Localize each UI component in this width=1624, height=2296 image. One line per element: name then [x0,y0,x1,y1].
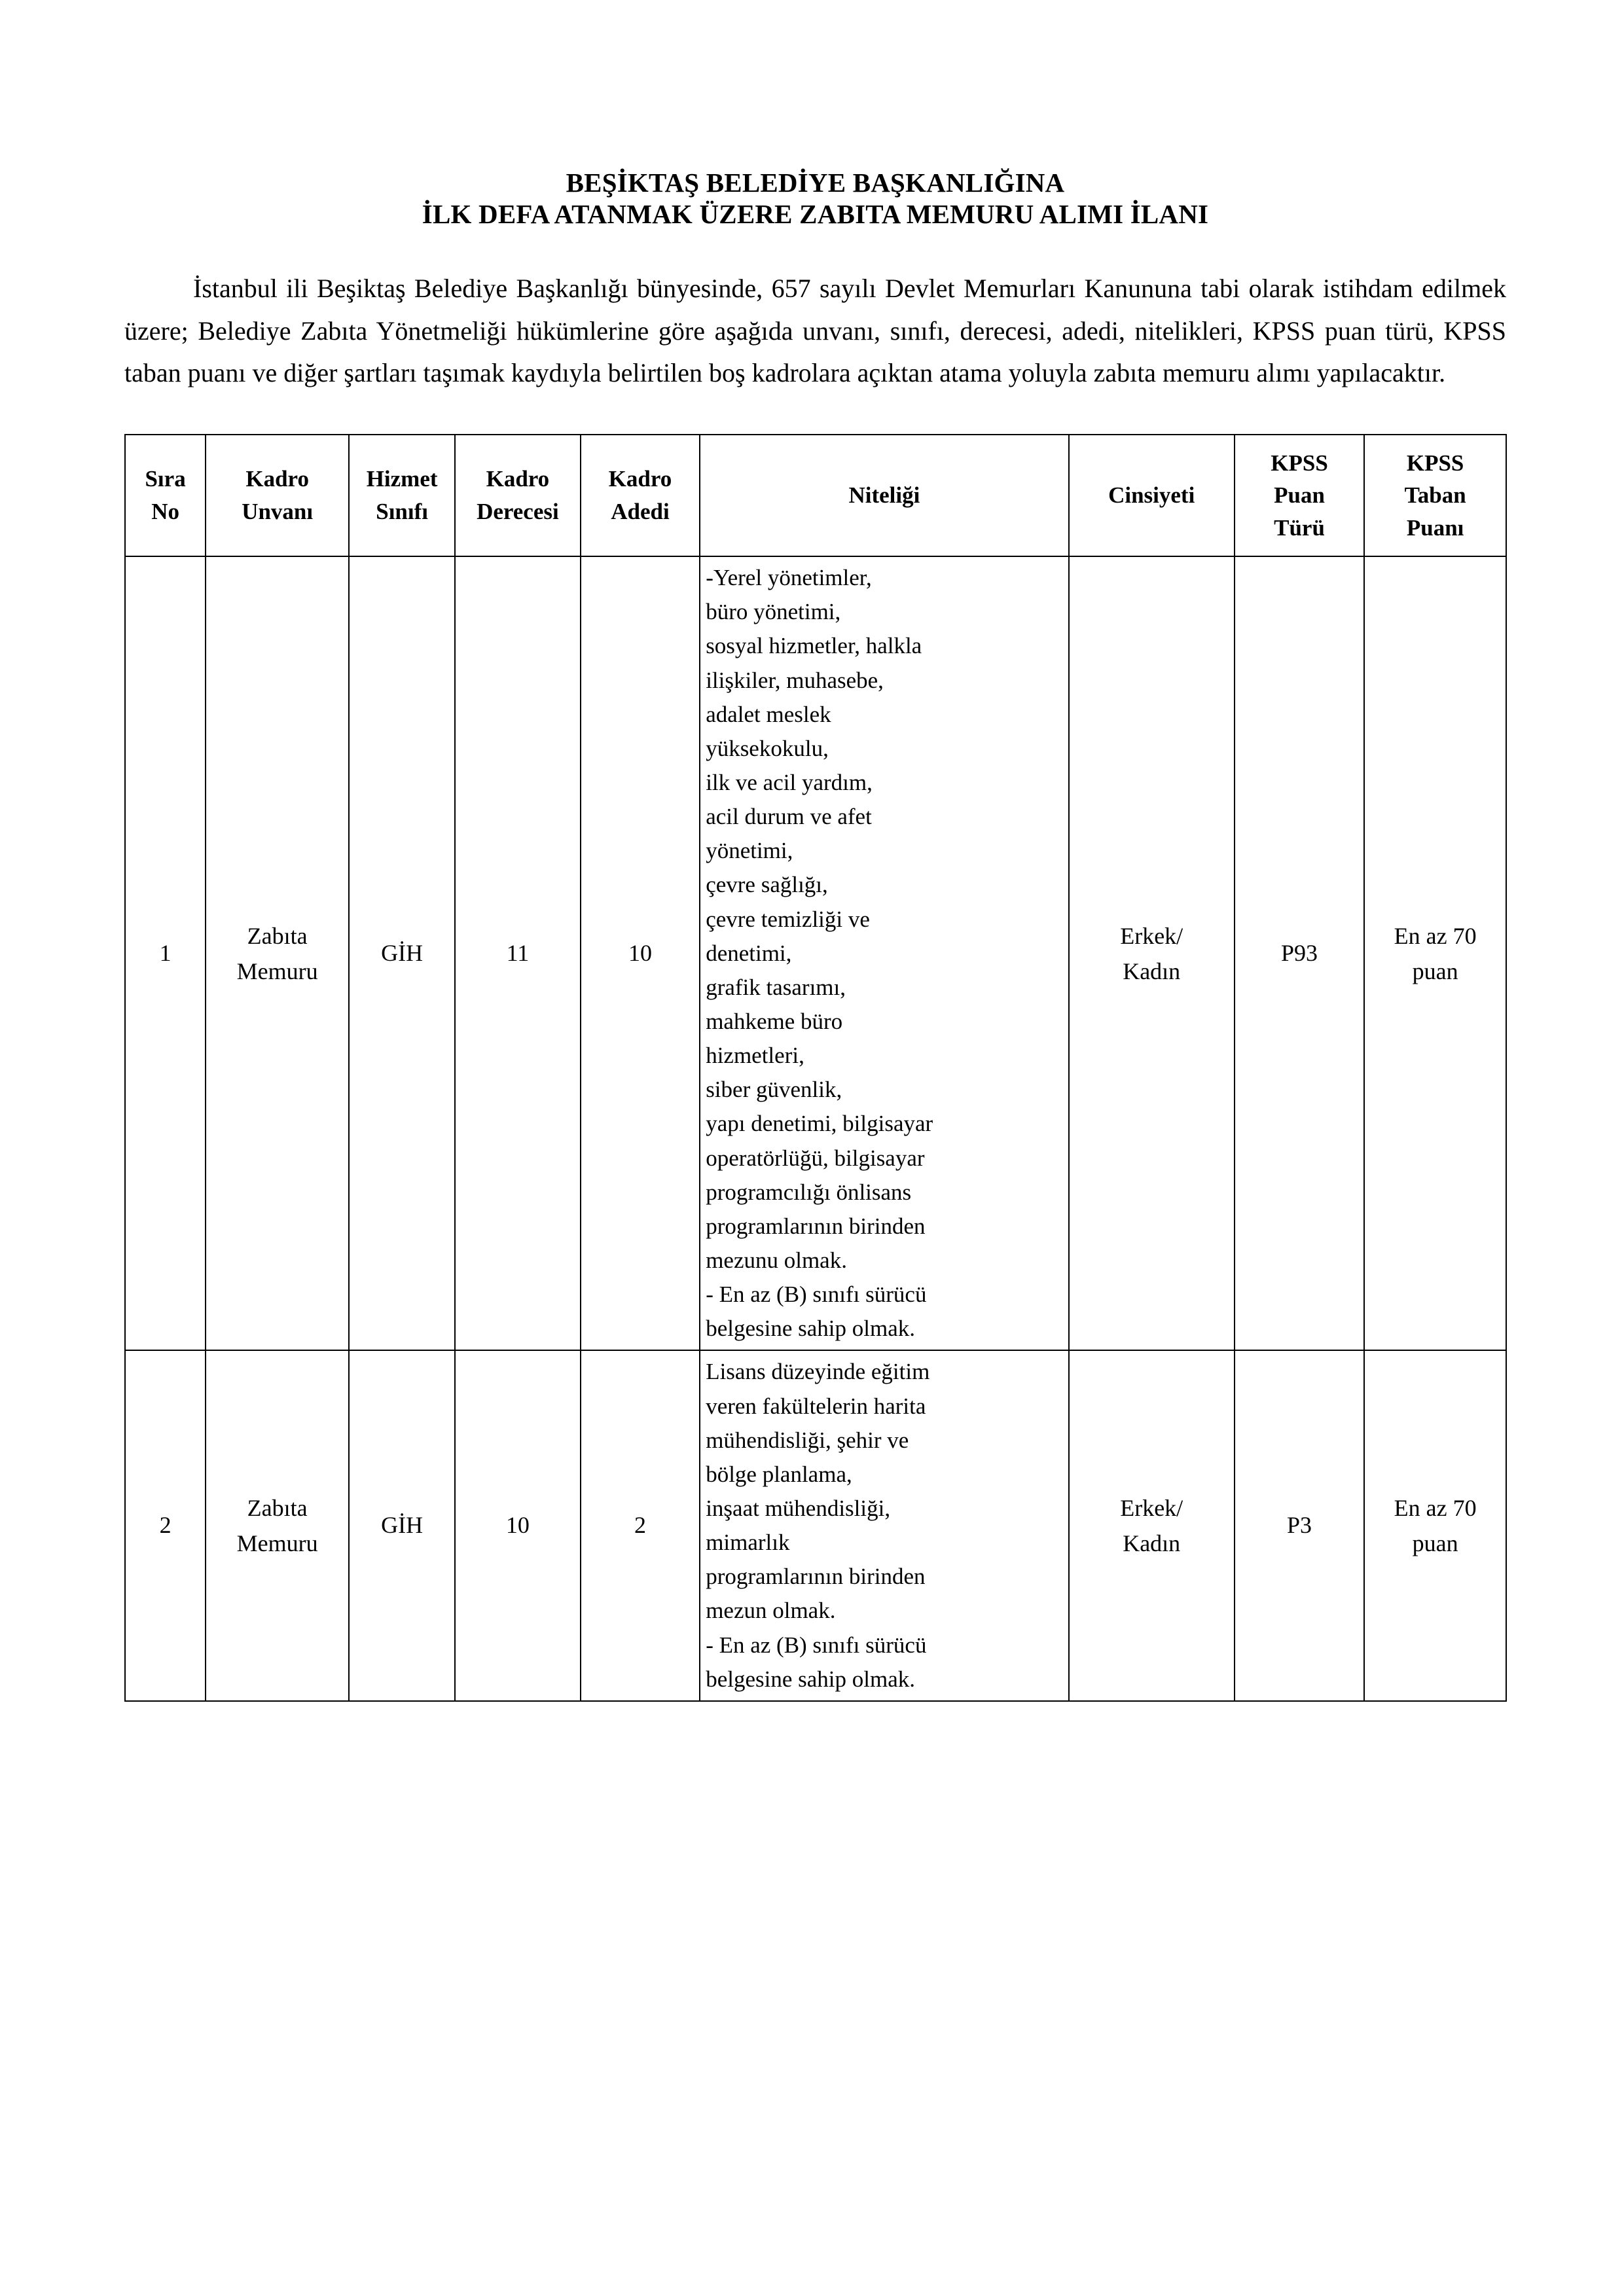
nitelik-line: operatörlüğü, bilgisayar [706,1145,925,1171]
cell-kadro-adedi: 10 [581,556,700,1350]
cell-line-1: Erkek/ [1120,1495,1183,1522]
header-line-1: Kadro [608,466,672,492]
nitelik-line: mahkeme büro [706,1008,843,1034]
nitelik-line: mühendisliği, şehir ve [706,1427,909,1453]
cell-niteligi [700,556,1068,1350]
table-row [125,1350,1506,1700]
cell-kadro-unvani [206,556,349,1350]
cell-hizmet-sinifi: GİH [349,1350,455,1700]
nitelik-line: mimarlık [706,1530,790,1556]
nitelik-line: çevre temizliği ve [706,906,870,932]
header-line-2: Adedi [611,499,670,525]
nitelik-line: Lisans düzeyinde eğitim [706,1359,930,1385]
kadro-table-wrapper [124,434,1506,1702]
nitelik-line: programlarının birinden [706,1213,926,1239]
cell-kadro-unvani [206,1350,349,1700]
nitelik-line: yüksekokulu, [706,735,829,761]
cell-niteligi [700,1350,1068,1700]
cell-line-1: Zabıta [247,922,308,949]
header-line-2: Taban [1404,482,1466,509]
nitelik-line: mezun olmak. [706,1598,836,1624]
header-line-2: No [151,499,179,525]
cell-kpss-taban-puani [1364,556,1506,1350]
column-header-kadro-unvani [206,435,349,556]
nitelik-line: acil durum ve afet [706,804,872,830]
nitelik-line: inşaat mühendisliği, [706,1495,891,1521]
column-header-cinsiyeti [1069,435,1235,556]
header-line-2: Derecesi [477,499,559,525]
nitelik-line: adalet meslek [706,701,831,727]
cell-sira-no: 1 [125,556,206,1350]
column-header-kadro-adedi [581,435,700,556]
nitelik-line: bölge planlama, [706,1461,852,1487]
cell-kpss-puan-turu: P3 [1235,1350,1364,1700]
cell-sira-no: 2 [125,1350,206,1700]
title-line-1: BEŞİKTAŞ BELEDİYE BAŞKANLIĞINA [566,168,1065,198]
table-row [125,556,1506,1350]
header-line-1: Hizmet [366,466,438,492]
cell-line-1: En az 70 [1394,1495,1477,1522]
nitelik-line: siber güvenlik, [706,1077,842,1103]
nitelik-line: belgesine sahip olmak. [706,1666,915,1692]
page-title [124,167,1506,230]
nitelik-line: ilk ve acil yardım, [706,769,873,795]
cell-hizmet-sinifi: GİH [349,556,455,1350]
header-line-1: Kadro [245,466,309,492]
header-line-1: Niteliği [848,482,920,509]
cell-cinsiyeti [1069,556,1235,1350]
header-line-1: KPSS [1406,450,1464,476]
header-line-2: Unvanı [242,499,314,525]
nitelik-line: programlarının birinden [706,1564,926,1590]
cell-cinsiyeti [1069,1350,1235,1700]
cell-line-1: Erkek/ [1120,922,1183,949]
table-body [125,556,1506,1701]
nitelik-line: programcılığı önlisans [706,1179,912,1205]
cell-kpss-taban-puani [1364,1350,1506,1700]
header-line-3: Puanı [1406,514,1464,541]
column-header-sira-no [125,435,206,556]
cell-line-2: puan [1412,958,1458,984]
table-header-row [125,435,1506,556]
header-line-3: Türü [1274,514,1325,541]
nitelik-line: yapı denetimi, bilgisayar [706,1111,933,1137]
title-line-2: İLK DEFA ATANMAK ÜZERE ZABITA MEMURU ALIMI İLANI [422,199,1209,230]
nitelik-line: veren fakültelerin harita [706,1393,926,1419]
cell-kadro-derecesi: 10 [455,1350,581,1700]
cell-kadro-adedi: 2 [581,1350,700,1700]
cell-line-2: Memuru [236,958,318,984]
nitelik-line: çevre sağlığı, [706,872,828,898]
cell-line-2: puan [1412,1530,1458,1557]
header-line-1: Sıra [145,466,186,492]
cell-line-2: Kadın [1123,958,1181,984]
nitelik-line: belgesine sahip olmak. [706,1316,915,1342]
cell-line-1: En az 70 [1394,922,1477,949]
cell-line-2: Memuru [236,1530,318,1557]
column-header-hizmet-sinifi [349,435,455,556]
column-header-niteligi [700,435,1068,556]
nitelik-line: büro yönetimi, [706,599,841,625]
nitelik-line: - En az (B) sınıfı sürücü [706,1282,927,1308]
nitelik-line: - En az (B) sınıfı sürücü [706,1632,927,1658]
nitelik-line: sosyal hizmetler, halkla [706,633,922,659]
nitelik-line: grafik tasarımı, [706,974,846,1000]
table-header [125,435,1506,556]
cell-kpss-puan-turu: P93 [1235,556,1364,1350]
header-line-1: Kadro [486,466,550,492]
column-header-kpss-puan-turu [1235,435,1364,556]
nitelik-line: yönetimi, [706,838,793,864]
header-line-2: Sınıfı [376,499,428,525]
kadro-table [124,434,1507,1702]
cell-line-2: Kadın [1123,1530,1181,1557]
nitelik-line: denetimi, [706,940,792,966]
cell-kadro-derecesi: 11 [455,556,581,1350]
cell-line-1: Zabıta [247,1495,308,1522]
header-line-2: Puan [1274,482,1325,509]
nitelik-line: hizmetleri, [706,1043,804,1069]
header-line-1: Cinsiyeti [1108,482,1195,509]
nitelik-line: ilişkiler, muhasebe, [706,667,884,693]
nitelik-line: -Yerel yönetimler, [706,565,872,591]
intro-paragraph: İstanbul ili Beşiktaş Belediye Başkanlığı bünyesinde, 657 sayılı Devlet Memurları Kanununa tabi olarak istihdam edilmek üzere; Belediye Zabıta Yönetmeliği hükümlerine göre aşağıda unvanı, sınıfı, derecesi, adedi, nitelikleri, KPSS puan türü, KPSS taban puanı ve diğer şartları taşımak kaydıyla belirtilen boş kadrolara açıktan atama yoluyla zabıta memuru alımı yapılacaktır. [124,273,1506,388]
column-header-kadro-derecesi [455,435,581,556]
column-header-kpss-taban-puani [1364,435,1506,556]
nitelik-line: mezunu olmak. [706,1247,847,1273]
header-line-1: KPSS [1271,450,1328,476]
